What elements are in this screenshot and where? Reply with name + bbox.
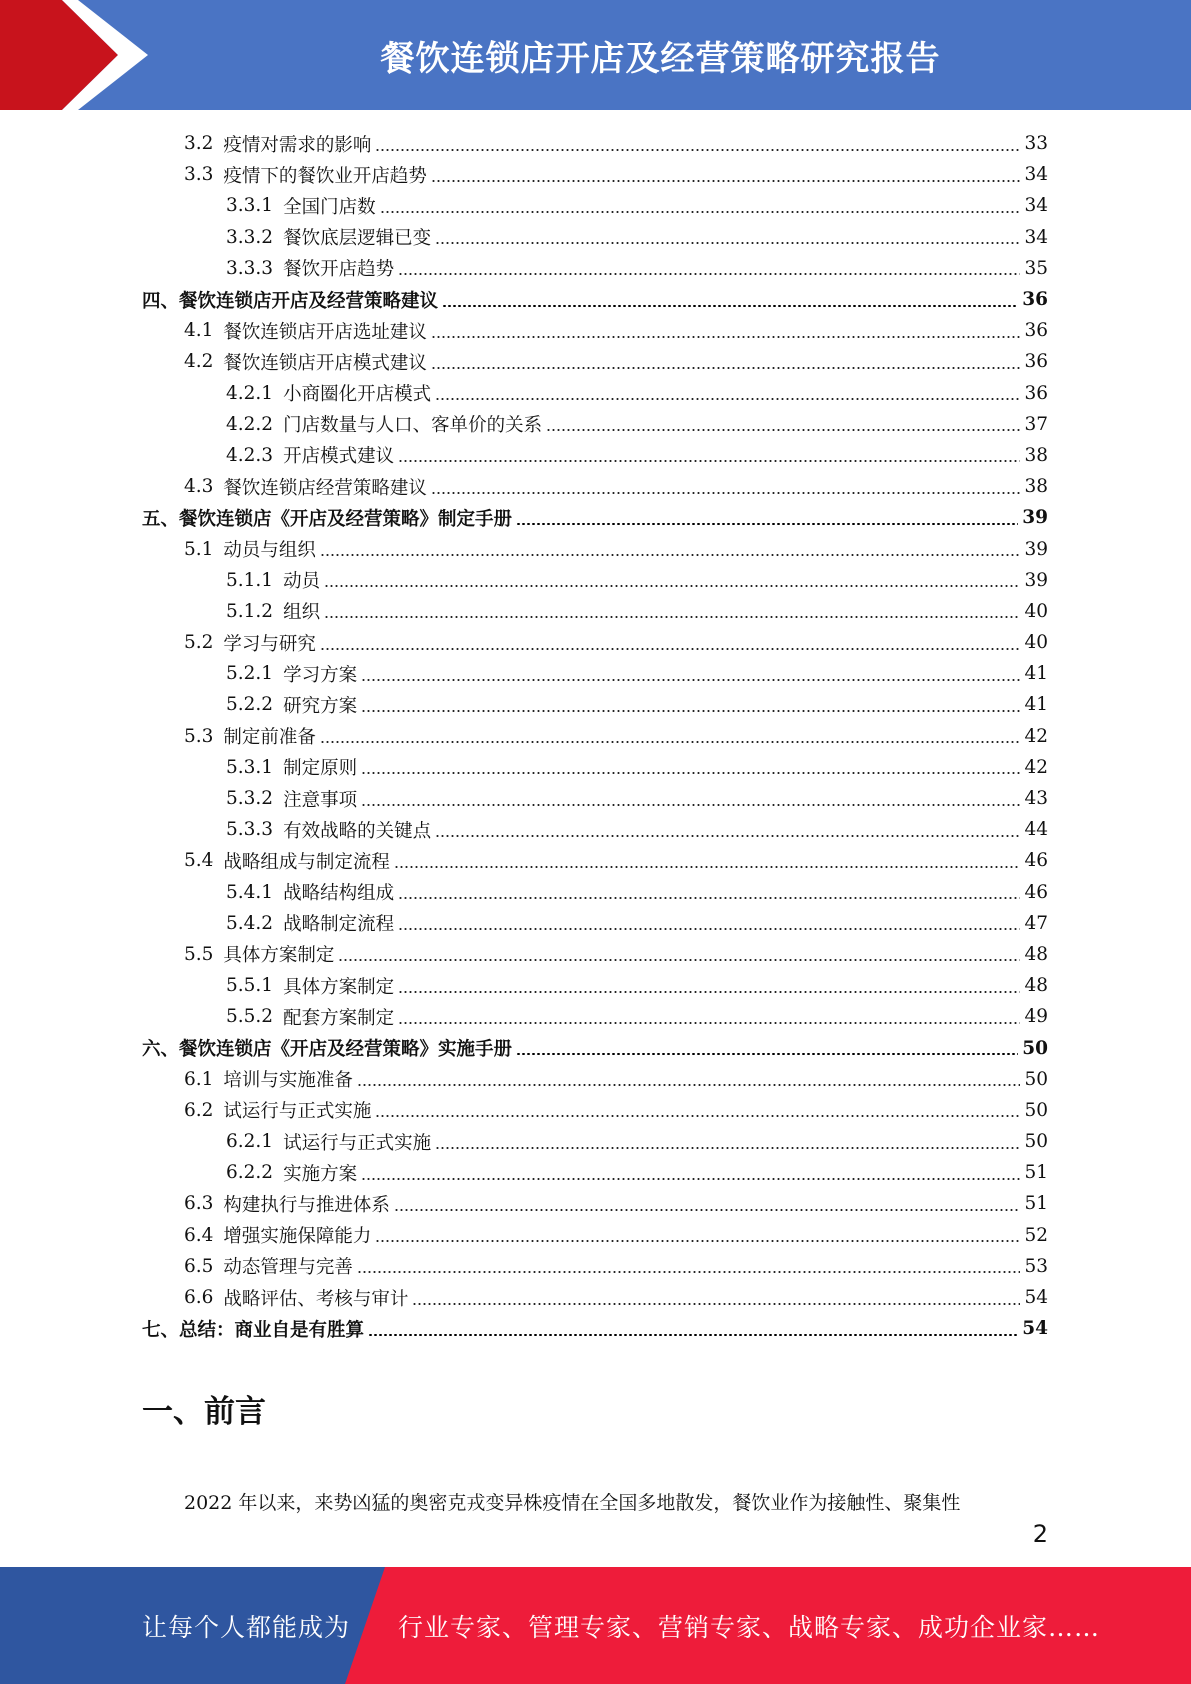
toc-entry-title: 餐饮连锁店《开店及经营策略》实施手册 [179,1039,513,1061]
toc-entry-title: 餐饮连锁店开店及经营策略建议 [179,290,439,312]
toc-entry-page: 43 [1024,788,1048,810]
toc-entry-title: 研究方案 [283,695,358,717]
toc-dot-leader [398,460,1020,462]
toc-entry-title: 增强实施保障能力 [223,1226,372,1248]
toc-entry-page: 42 [1024,725,1048,747]
toc-entry[interactable] [142,877,1048,908]
toc-dot-leader [320,648,1021,650]
toc-entry-title: 动员与组织 [223,540,316,562]
table-of-contents [142,128,1048,1344]
toc-dot-leader [380,211,1021,213]
toc-entry-page: 38 [1024,476,1048,498]
toc-entry-page: 52 [1024,1224,1048,1246]
toc-entry-number: 5.2.2 [226,694,274,716]
toc-dot-leader [398,991,1020,993]
toc-entry[interactable] [142,315,1048,346]
toc-entry[interactable] [142,253,1048,284]
toc-dot-leader [361,679,1020,681]
toc-entry-title: 战略组成与制定流程 [223,851,390,873]
toc-entry[interactable] [142,658,1048,689]
toc-dot-leader [546,429,1020,431]
toc-entry-title: 总结：商业自是有胜算 [179,1319,365,1341]
toc-dot-leader [435,242,1020,244]
toc-dot-leader [375,149,1020,151]
toc-entry[interactable] [142,752,1048,783]
toc-entry-title: 疫情对需求的影响 [223,134,372,156]
toc-entry-page: 39 [1024,569,1048,591]
toc-entry-title: 餐饮底层逻辑已变 [283,228,432,250]
toc-entry-page: 48 [1024,975,1048,997]
toc-entry-number: 5.4 [184,850,214,872]
toc-entry-number: 6.4 [184,1224,214,1246]
toc-entry-page: 36 [1024,320,1048,342]
toc-entry-number: 6.2.2 [226,1162,274,1184]
toc-entry[interactable] [142,814,1048,845]
toc-entry-title: 具体方案制定 [223,945,335,967]
toc-entry-page: 46 [1024,881,1048,903]
toc-dot-leader [361,804,1020,806]
toc-entry[interactable] [142,689,1048,720]
toc-dot-leader [435,398,1020,400]
toc-entry[interactable] [142,627,1048,658]
toc-entry-number: 3.3 [184,164,214,186]
toc-entry-page: 37 [1024,413,1048,435]
toc-entry-page: 39 [1022,507,1048,529]
toc-entry-title: 战略结构组成 [283,883,395,905]
toc-entry-number: 5.1 [184,538,214,560]
section-heading: 一、前言 [142,1394,266,1430]
toc-entry[interactable] [142,128,1048,159]
toc-entry[interactable] [142,565,1048,596]
toc-dot-leader [398,273,1020,275]
toc-entry[interactable] [142,596,1048,627]
toc-dot-leader [431,492,1021,494]
toc-entry-number: 4.2.3 [226,444,274,466]
toc-entry-page: 50 [1024,1099,1048,1121]
toc-entry-number: 5.3.3 [226,819,274,841]
toc-entry-title: 餐饮连锁店开店模式建议 [223,352,427,374]
toc-entry-number: 3.2 [184,133,214,155]
toc-entry-title: 学习方案 [283,664,358,686]
toc-entry-title: 餐饮开店趋势 [283,259,395,281]
toc-entry[interactable] [142,1251,1048,1282]
toc-entry-page: 50 [1022,1037,1048,1059]
toc-entry-number: 3.3.2 [226,226,274,248]
toc-entry[interactable] [142,533,1048,564]
page-number: 2 [1032,1520,1048,1548]
toc-entry-page: 44 [1024,819,1048,841]
toc-entry-number: 6.1 [184,1068,214,1090]
toc-entry-title: 战略制定流程 [283,914,395,936]
toc-dot-leader [398,1022,1020,1024]
toc-dot-leader [357,1271,1021,1273]
toc-dot-leader [338,959,1020,961]
toc-entry-title: 制定前准备 [223,727,316,749]
toc-dot-leader [361,1178,1020,1180]
toc-entry-number: 6.3 [184,1193,214,1215]
toc-dot-leader [516,1053,1018,1055]
toc-entry-title: 组织 [283,602,321,624]
toc-entry[interactable] [142,502,1048,533]
toc-entry-title: 开店模式建议 [283,446,395,468]
toc-entry-number: 5.5.2 [226,1006,274,1028]
toc-entry-title: 餐饮连锁店开店选址建议 [223,321,427,343]
toc-entry-title: 战略评估、考核与审计 [223,1288,409,1310]
toc-entry-number: 5.5 [184,943,214,965]
toc-entry-title: 试运行与正式实施 [223,1101,372,1123]
toc-entry[interactable] [142,1126,1048,1157]
toc-entry[interactable] [142,409,1048,440]
toc-entry-title: 有效战略的关键点 [283,820,432,842]
toc-dot-leader [442,305,1018,307]
toc-entry-title: 小商圈化开店模式 [283,384,432,406]
toc-entry[interactable] [142,159,1048,190]
toc-entry-title: 具体方案制定 [283,976,395,998]
toc-dot-leader [394,1209,1021,1211]
toc-entry[interactable] [142,440,1048,471]
toc-entry-number: 5.2.1 [226,663,274,685]
toc-entry-number: 4.2.2 [226,413,274,435]
toc-dot-leader [412,1303,1020,1305]
toc-entry-page: 35 [1024,257,1048,279]
toc-dot-leader [431,180,1021,182]
toc-entry-page: 36 [1024,382,1048,404]
toc-entry-title: 构建执行与推进体系 [223,1194,390,1216]
toc-entry-title: 动员 [283,571,321,593]
toc-entry-number: 5.3 [184,725,214,747]
toc-entry-page: 34 [1024,164,1048,186]
toc-dot-leader [320,741,1021,743]
toc-entry[interactable] [142,1064,1048,1095]
toc-entry-page: 34 [1024,195,1048,217]
toc-dot-leader [516,523,1018,525]
toc-dot-leader [435,835,1020,837]
toc-entry[interactable] [142,970,1048,1001]
toc-entry-number: 3.3.3 [226,257,274,279]
toc-entry-number: 5.1.1 [226,569,274,591]
footer-slogan-right: 行业专家、管理专家、营销专家、战略专家、成功企业家…… [398,1612,1101,1642]
toc-entry-title: 配套方案制定 [283,1007,395,1029]
toc-entry-page: 41 [1024,694,1048,716]
toc-entry[interactable] [142,222,1048,253]
toc-dot-leader [398,928,1020,930]
page-footer [0,1567,1191,1684]
toc-entry[interactable] [142,939,1048,970]
toc-entry-page: 50 [1024,1068,1048,1090]
toc-dot-leader [435,1147,1020,1149]
toc-dot-leader [394,866,1021,868]
toc-entry-title: 动态管理与完善 [223,1257,353,1279]
toc-entry-number: 六、 [142,1039,180,1061]
toc-entry-number: 5.5.1 [226,975,274,997]
toc-entry-number: 6.2 [184,1099,214,1121]
toc-entry-number: 5.4.2 [226,912,274,934]
toc-entry-number: 5.4.1 [226,881,274,903]
body-paragraph: 2022 年以来，来势凶猛的奥密克戎变异株疫情在全国多地散发，餐饮业作为接触性、聚集性 [184,1492,961,1514]
toc-entry-number: 3.3.1 [226,195,274,217]
toc-dot-leader [398,897,1020,899]
toc-entry-number: 四、 [142,290,180,312]
toc-entry[interactable] [142,190,1048,221]
toc-entry-title: 制定原则 [283,758,358,780]
toc-dot-leader [431,336,1021,338]
toc-entry-number: 5.3.2 [226,788,274,810]
toc-entry-page: 47 [1024,912,1048,934]
footer-slogan-left: 让每个人都能成为 [142,1612,351,1642]
toc-entry-page: 42 [1024,756,1048,778]
toc-entry[interactable] [142,346,1048,377]
toc-entry[interactable] [142,783,1048,814]
toc-entry-number: 6.5 [184,1255,214,1277]
toc-entry-number: 5.1.2 [226,600,274,622]
toc-entry-page: 34 [1024,226,1048,248]
toc-entry[interactable] [142,1001,1048,1032]
toc-entry[interactable] [142,1032,1048,1063]
toc-dot-leader [361,710,1020,712]
toc-entry-page: 46 [1024,850,1048,872]
toc-entry-title: 注意事项 [283,789,358,811]
toc-entry-page: 54 [1022,1318,1048,1340]
toc-entry-page: 38 [1024,444,1048,466]
toc-dot-leader [361,772,1020,774]
toc-entry-number: 4.2 [184,351,214,373]
report-title: 餐饮连锁店开店及经营策略研究报告 [380,38,941,79]
toc-entry-page: 54 [1024,1287,1048,1309]
toc-entry-title: 餐饮连锁店《开店及经营策略》制定手册 [179,508,513,530]
toc-entry-page: 51 [1024,1162,1048,1184]
toc-entry-number: 5.2 [184,632,214,654]
toc-entry-title: 疫情下的餐饮业开店趋势 [223,165,427,187]
toc-dot-leader [324,585,1020,587]
toc-entry-page: 53 [1024,1255,1048,1277]
toc-entry-page: 33 [1024,133,1048,155]
toc-entry[interactable] [142,1095,1048,1126]
toc-entry[interactable] [142,1313,1048,1344]
toc-dot-leader [431,367,1021,369]
page-header [0,0,1191,110]
toc-dot-leader [320,554,1021,556]
toc-dot-leader [375,1240,1020,1242]
toc-entry[interactable] [142,1188,1048,1219]
toc-dot-leader [368,1334,1018,1336]
toc-entry-number: 6.2.1 [226,1131,274,1153]
toc-entry-number: 五、 [142,508,180,530]
toc-entry-number: 4.1 [184,320,214,342]
toc-entry[interactable] [142,1282,1048,1313]
toc-entry[interactable] [142,471,1048,502]
toc-entry-number: 5.3.1 [226,756,274,778]
toc-entry-title: 学习与研究 [223,633,316,655]
toc-entry-page: 40 [1024,600,1048,622]
toc-entry[interactable] [142,378,1048,409]
toc-entry-page: 40 [1024,632,1048,654]
toc-entry-number: 6.6 [184,1287,214,1309]
toc-entry-title: 实施方案 [283,1163,358,1185]
toc-entry[interactable] [142,721,1048,752]
toc-entry-number: 七、 [142,1319,180,1341]
toc-dot-leader [324,616,1020,618]
toc-entry-page: 51 [1024,1193,1048,1215]
toc-entry-page: 41 [1024,663,1048,685]
toc-entry-page: 49 [1024,1006,1048,1028]
toc-entry-number: 4.3 [184,476,214,498]
toc-dot-leader [375,1115,1020,1117]
toc-entry[interactable] [142,845,1048,876]
toc-entry[interactable] [142,284,1048,315]
toc-entry[interactable] [142,1220,1048,1251]
toc-entry-page: 36 [1022,289,1048,311]
toc-entry-page: 48 [1024,943,1048,965]
toc-entry-page: 39 [1024,538,1048,560]
toc-entry-page: 50 [1024,1131,1048,1153]
toc-entry[interactable] [142,908,1048,939]
toc-entry-title: 全国门店数 [283,196,376,218]
toc-entry-title: 餐饮连锁店经营策略建议 [223,477,427,499]
toc-entry-title: 培训与实施准备 [223,1070,353,1092]
toc-entry[interactable] [142,1157,1048,1188]
toc-entry-title: 试运行与正式实施 [283,1132,432,1154]
toc-entry-title: 门店数量与人口、客单价的关系 [283,415,543,437]
toc-dot-leader [357,1084,1021,1086]
toc-entry-page: 36 [1024,351,1048,373]
toc-entry-number: 4.2.1 [226,382,274,404]
